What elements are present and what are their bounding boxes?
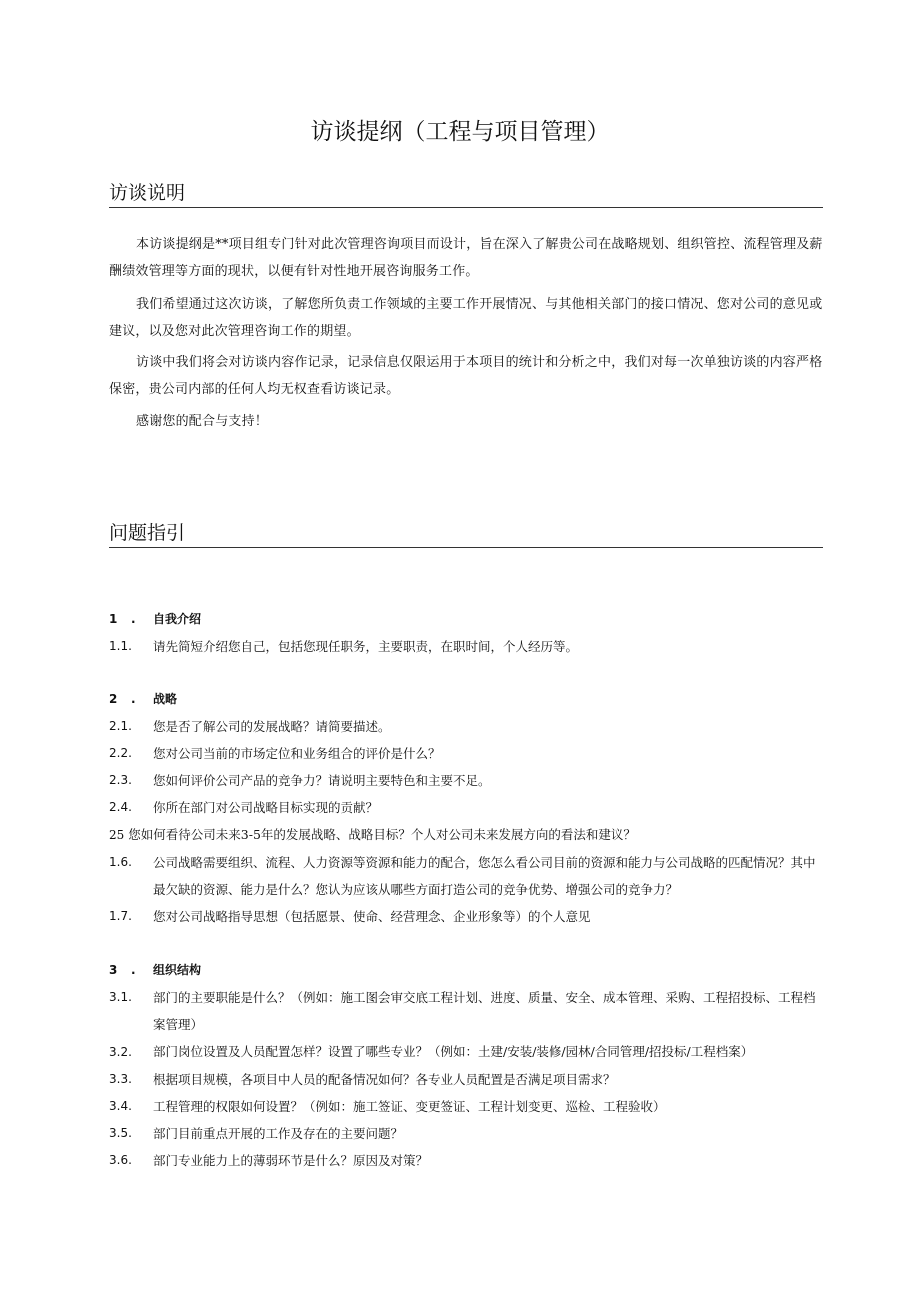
question-number: 1.1. (109, 639, 132, 653)
question-text: 您如何评价公司产品的竞争力？请说明主要特色和主要不足。 (153, 773, 491, 788)
group-label: 战略 (153, 692, 178, 706)
question-item (109, 821, 823, 849)
question-item (109, 633, 823, 660)
question-item (109, 903, 823, 930)
question-number: 1.6. (109, 855, 132, 869)
question-number: 2.3. (109, 773, 132, 787)
question-text: 您是否了解公司的发展战略？请简要描述。 (153, 719, 391, 734)
question-number: 1.7. (109, 909, 132, 923)
question-number: 25 (109, 828, 125, 842)
section-heading-interview-notes: 访谈说明 (109, 180, 823, 208)
intro-paragraph: 我们希望通过这次访谈，了解您所负责工作领域的主要工作开展情况、与其他相关部门的接口情况、您对公司的意见或建议，以及您对此次管理咨询工作的期望。 (109, 297, 823, 339)
question-item (109, 984, 823, 1038)
question-number: 3.4. (109, 1099, 132, 1113)
section-heading-question-guide: 问题指引 (109, 520, 823, 548)
group-number: 3 (109, 963, 118, 977)
group-dot: . (131, 612, 136, 626)
intro-paragraph: 访谈中我们将会对访谈内容作记录，记录信息仅限运用于本项目的统计和分析之中，我们对每一次单独访谈的内容严格保密，贵公司内部的任何人均无权查看访谈记录。 (109, 355, 823, 397)
question-number: 3.6. (109, 1153, 132, 1167)
question-text: 请先简短介绍您自己，包括您现任职务，主要职责，在职时间，个人经历等。 (153, 639, 579, 654)
document-title: 访谈提纲（工程与项目管理） (310, 119, 610, 145)
question-group-self-intro (109, 606, 823, 660)
question-item (109, 1038, 823, 1066)
question-text: 您对公司战略指导思想（包括愿景、使命、经营理念、企业形象等）的个人意见 (153, 909, 591, 924)
group-number: 1 (109, 612, 118, 626)
question-item (109, 767, 823, 794)
thanks-paragraph: 感谢您的配合与支持！ (136, 414, 269, 429)
question-text: 部门目前重点开展的工作及存在的主要问题？ (153, 1126, 404, 1141)
group-title (109, 606, 823, 633)
question-group-org-structure (109, 957, 823, 1174)
question-item (109, 713, 823, 740)
question-text: 工程管理的权限如何设置？（例如：施工签证、变更签证、工程计划变更、巡检、工程验收） (153, 1099, 666, 1114)
question-item (109, 849, 823, 903)
question-item (109, 1066, 823, 1093)
group-label: 自我介绍 (153, 612, 202, 626)
question-text: 你所在部门对公司战略目标实现的贡献？ (153, 800, 379, 815)
group-dot: . (131, 692, 136, 706)
intro-paragraph: 本访谈提纲是**项目组专门针对此次管理咨询项目而设计，旨在深入了解贵公司在战略规划、组织管控、流程管理及薪酬绩效管理等方面的现状，以便有针对性地开展咨询服务工作。 (109, 237, 823, 279)
question-group-strategy (109, 686, 823, 930)
group-number: 2 (109, 692, 118, 706)
question-number: 3.2. (109, 1045, 132, 1059)
question-number: 2.1. (109, 719, 132, 733)
question-text: 部门岗位设置及人员配置怎样？设置了哪些专业？（例如：土建/安装/装修/园林/合同管理/招投标/工程档案） (153, 1044, 754, 1059)
question-text: 公司战略需要组织、流程、人力资源等资源和能力的配合，您怎么看公司目前的资源和能力与公司战略的匹配情况？其中最欠缺的资源、能力是什么？您认为应该从哪些方面打造公司的竞争优势、增强公司的竞争力？ (153, 855, 816, 897)
question-text: 部门专业能力上的薄弱环节是什么？原因及对策？ (153, 1153, 429, 1168)
group-title (109, 957, 823, 984)
question-number: 2.2. (109, 746, 132, 760)
question-item (109, 794, 823, 821)
question-number: 3.1. (109, 990, 132, 1004)
group-label: 组织结构 (153, 963, 202, 977)
group-dot: . (131, 963, 136, 977)
question-item (109, 1093, 823, 1120)
question-text: 根据项目规模，各项目中人员的配备情况如何？各专业人员配置是否满足项目需求？ (153, 1072, 616, 1087)
question-number: 2.4. (109, 800, 132, 814)
question-item (109, 1147, 823, 1174)
question-text: 您如何看待公司未来3-5年的发展战略、战略目标？个人对公司未来发展方向的看法和建议？ (128, 827, 636, 842)
question-text: 您对公司当前的市场定位和业务组合的评价是什么？ (153, 746, 441, 761)
question-number: 3.3. (109, 1072, 132, 1086)
question-number: 3.5. (109, 1126, 132, 1140)
group-title (109, 686, 823, 713)
question-item (109, 740, 823, 767)
question-text: 部门的主要职能是什么？（例如：施工图会审交底工程计划、进度、质量、安全、成本管理、采购、工程招投标、工程档案管理） (153, 990, 816, 1032)
question-item (109, 1120, 823, 1147)
